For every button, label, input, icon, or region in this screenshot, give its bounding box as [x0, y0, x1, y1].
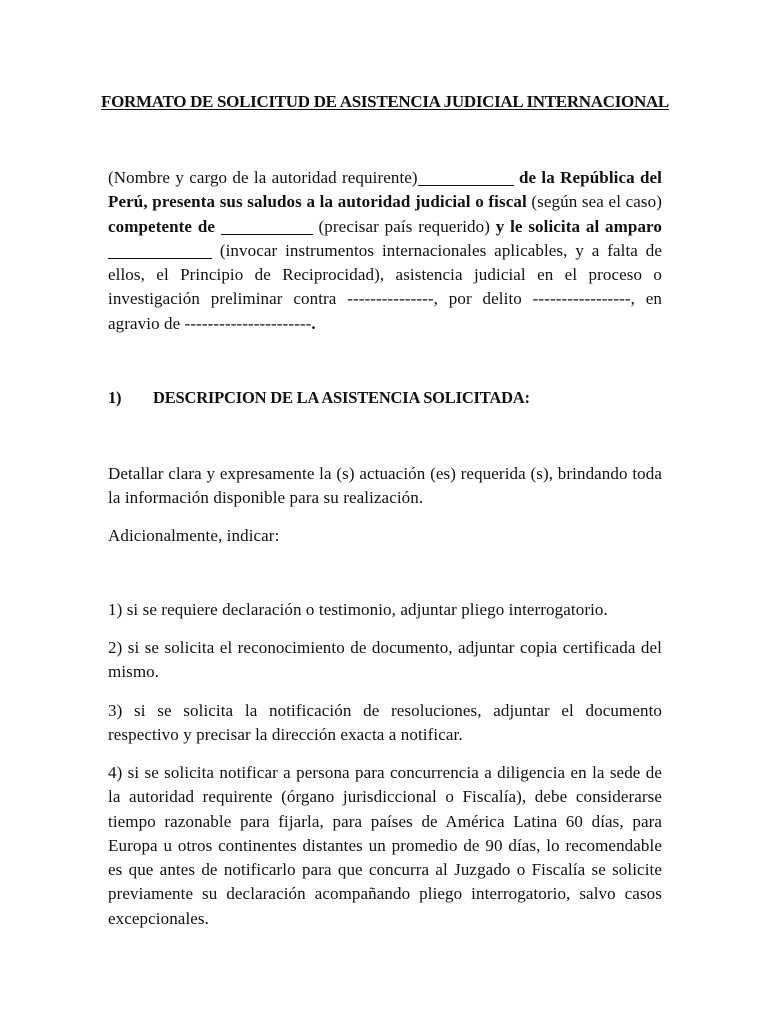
detail-paragraph: Detallar clara y expresamente la (s) actuación (es) requerida (s), brindando toda la información disponible para su realización. — [108, 464, 662, 508]
intro-paragraph — [108, 166, 662, 336]
authority-blank — [418, 169, 514, 186]
intro-instruments-text: (invocar instrumentos internacionales aplicables, y a falta de ellos, el Principio de Reciprocidad), asistencia judicial en el proceso o investigación preliminar contra ---------------, por delito -----------------, en agravio de ---------------------- — [108, 240, 662, 333]
intro-greeting-bold: de la República del Perú, presenta sus saludos a la autoridad judicial o fiscal — [108, 168, 662, 212]
list-item: 1) si se requiere declaración o testimonio, adjuntar pliego interrogatorio. — [108, 600, 608, 619]
additionally-paragraph: Adicionalmente, indicar: — [108, 526, 280, 545]
document-title: FORMATO DE SOLICITUD DE ASISTENCIA JUDICIAL INTERNACIONAL — [101, 92, 669, 111]
country-blank — [221, 218, 313, 235]
list-item: 2) si se solicita el reconocimiento de documento, adjuntar copia certificada del mismo. — [108, 638, 662, 682]
intro-authority-text: (Nombre y cargo de la autoridad requirente) — [108, 168, 418, 187]
list-item: 3) si se solicita la notificación de resoluciones, adjuntar el documento respectivo y precisar la dirección exacta a notificar. — [108, 701, 662, 745]
intro-country-text: (precisar país requerido) — [312, 216, 496, 236]
intro-case-text: (según sea el caso) — [526, 192, 662, 212]
intro-competent-bold: competente de — [108, 216, 216, 236]
section-number: 1) — [108, 388, 122, 407]
instrument-blank — [108, 242, 212, 259]
section-heading — [108, 388, 668, 408]
intro-request-bold: y le solicita al amparo — [495, 216, 662, 236]
section-title: DESCRIPCION DE LA ASISTENCIA SOLICITADA: — [153, 388, 530, 407]
list-item: 4) si se solicita notificar a persona para concurrencia a diligencia en la sede de la autoridad requirente (órgano jurisdiccional o Fiscalía), debe considerarse tiempo razonable para fijarla, para países de América Latina 60 días, para Europa u otros continentes distantes un promedio de 90 días, lo recomendable es que antes de notificarlo para que concurra al Juzgado o Fiscalía se solicite previamente su declaración acompañando pliego interrogatorio, salvo casos excepcionales. — [108, 763, 662, 928]
intro-period: . — [311, 313, 316, 333]
